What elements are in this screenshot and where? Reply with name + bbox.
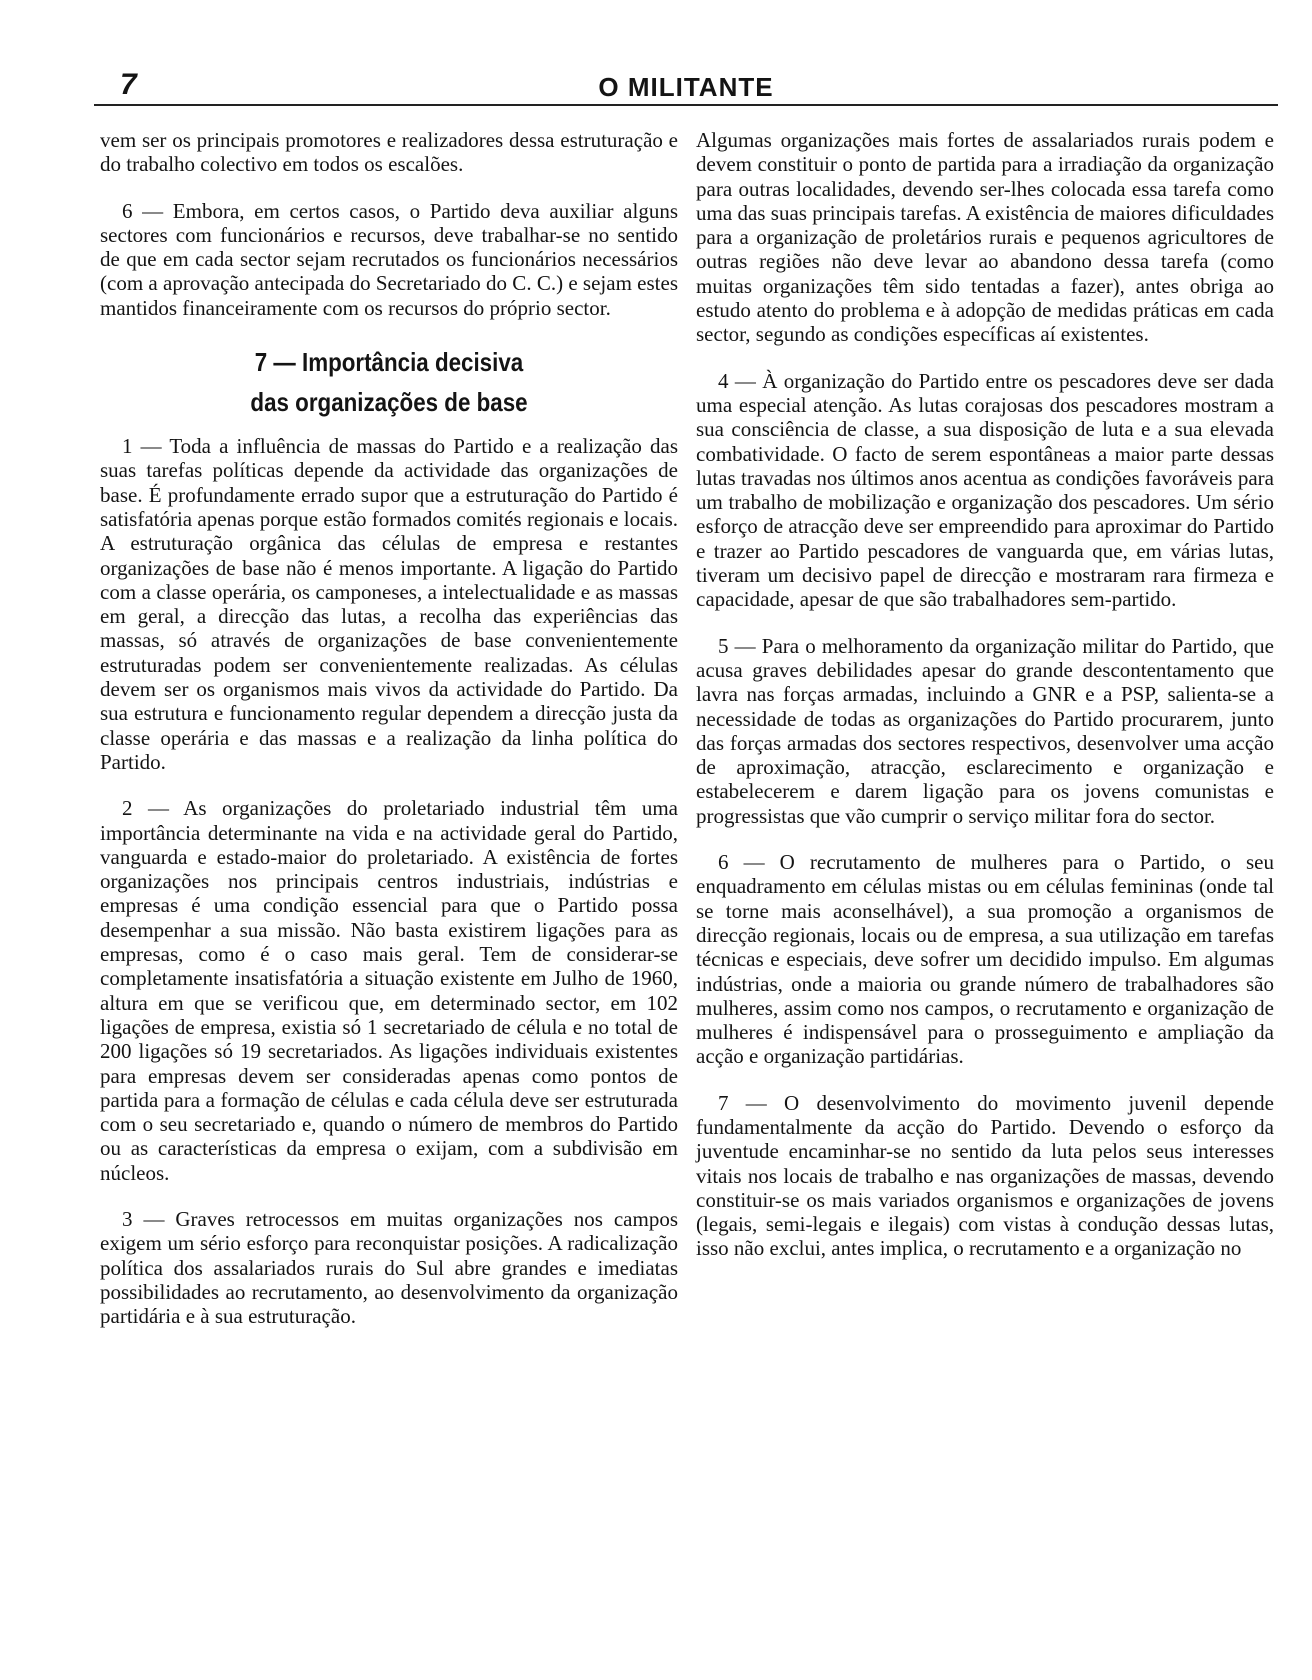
header-rule: [94, 104, 1278, 106]
paragraph-item-2: 2 — As organizações do proletariado industrial têm uma importância determinante na vida e na actividade geral do Partido, vanguarda e estado-maior do proletariado. A existência de fortes organizações nos principais centros industriais, indústrias e empresas é uma condição essencial para que o Partido possa desempenhar a sua missão. Não basta existirem ligações para as empresas, como é o caso mais geral. Tem de considerar-se completamente insatisfatória a situação existente em Julho de 1960, altura em que se verificou que, em determinado sector, em 102 ligações de empresa, existia só 1 secretariado de célula e no total de 200 ligações só 19 secretariados. As ligações individuais existentes para empresas devem ser consideradas apenas como pontos de partida para a formação de células e cada célula deve ser estruturada com o seu secretariado e, quando o número de membros do Partido ou as características da empresa o exijam, com a subdivisão em núcleos.: [100, 796, 678, 1185]
paragraph-item-7: 7 — O desenvolvimento do movimento juvenil depende fundamentalmente da acção do Partido. Devendo o esforço da juventude encaminhar-se no sentido da luta pelos seus interesses vitais nos locais de trabalho e nas organizações de massas, devendo constituir-se os mais variados organismos e organizações de jovens (legais, semi-legais e ilegais) com vistas à condução dessas lutas, isso não exclui, antes implica, o recrutamento e a organização no: [696, 1090, 1274, 1261]
paragraph-item-4: 4 — À organização do Partido entre os pescadores deve ser dada uma especial atenção. As lutas corajosas dos pescadores mostram a sua consciência de classe, a sua disposição de luta e a sua elevada combatividade. O facto de serem espontâneas a maior parte dessas lutas travadas nos últimos anos acentua as condições favoráveis para um trabalho de mobilização e organização dos pescadores. Um sério esforço de atracção deve ser empreendido para aproximar do Partido e trazer ao Partido pescadores de vanguarda que, em várias lutas, tiveram um decisivo papel de direcção e mostraram rara firmeza e capacidade, apesar de que são trabalhadores sem-partido.: [696, 368, 1274, 612]
paragraph-item-6: 6 — O recrutamento de mulheres para o Partido, o seu enquadramento em células mistas ou em células femininas (onde tal se torne mais aconselhável), a sua promoção a organismos de direcção regionais, locais ou de empresa, a sua utilização em tarefas técnicas e especiais, deve sofrer um decidido impulso. Em algumas indústrias, onde a maioria ou grande número de trabalhadores são mulheres, assim como nos campos, o recrutamento e organização de mulheres é indispensável para o prosseguimento e ampliação da acção e organização partidárias.: [696, 850, 1274, 1069]
left-column: [100, 128, 678, 1350]
paragraph-continuation: Algumas organizações mais fortes de assalariados rurais podem e devem constituir o ponto de partida para a irradiação da organização para outras localidades, devendo ser-lhes colocada essa tarefa como uma das suas principais tarefas. A existência de maiores dificuldades para a organização de proletários rurais e pequenos agricultores de outras regiões não deve levar ao abandono dessa tarefa (como muitas organizações têm sido tentadas a fazer), antes obriga ao estudo atento do problema e à adopção de medidas práticas em cada sector, segundo as condições específicas aí existentes.: [696, 128, 1274, 347]
paragraph-item-1: 1 — Toda a influência de massas do Partido e a realização das suas tarefas políticas depende da actividade das organizações de base. É profundamente errado supor que a estruturação do Partido é satisfatória apenas porque estão formados comités regionais e locais. A estruturação orgânica das células de empresa e restantes organizações de base não é menos importante. A ligação do Partido com a classe operária, os camponeses, a intelectualidade e as massas em geral, a direcção das lutas, a recolha das experiências das massas, só através de organizações de base convenientemente estruturadas podem ser convenientemente realizadas. As células devem ser os organismos mais vivos da actividade do Partido. Da sua estrutura e funcionamento regular dependem a direcção justa da classe operária e das massas e a realização da linha política do Partido.: [100, 434, 678, 774]
right-column: [696, 128, 1274, 1283]
section-heading: [140, 342, 637, 422]
paragraph-item-3: 3 — Graves retrocessos em muitas organizações nos campos exigem um sério esforço para reconquistar posições. A radicalização política dos assalariados rurais do Sul abre grandes e imediatas possibilidades ao recrutamento, ao desenvolvimento da organização partidária e à sua estruturação.: [100, 1206, 678, 1329]
page-header: [94, 60, 1278, 104]
publication-title: O MILITANTE: [598, 72, 774, 102]
section-heading-line-2: das organizações de base: [250, 387, 528, 418]
section-heading-line-1: 7 — Importância decisiva: [254, 347, 524, 378]
paragraph-continuation: vem ser os principais promotores e realizadores dessa estruturação e do trabalho colectivo em todos os escalões.: [100, 128, 678, 177]
paragraph-item-5: 5 — Para o melhoramento da organização militar do Partido, que acusa graves debilidades apesar do grande descontentamento que lavra nas forças armadas, incluindo a GNR e a PSP, salienta-se a necessidade de todas as organizações do Partido procurarem, junto das forças armadas dos sectores respectivos, desenvolver uma acção de aproximação, atracção, esclarecimento e organização e estabelecerem e darem ligação para os jovens comunistas e progressistas que vão cumprir o serviço militar fora do sector.: [696, 633, 1274, 828]
page-number: 7: [120, 68, 138, 101]
paragraph-item-6: 6 — Embora, em certos casos, o Partido deva auxiliar alguns sectores com funcionários e recursos, deve trabalhar-se no sentido de que em cada sector sejam recrutados os funcionários necessários (com a aprovação antecipada do Secretariado do C. C.) e sejam estes mantidos financeiramente com os recursos do próprio sector.: [100, 198, 678, 320]
